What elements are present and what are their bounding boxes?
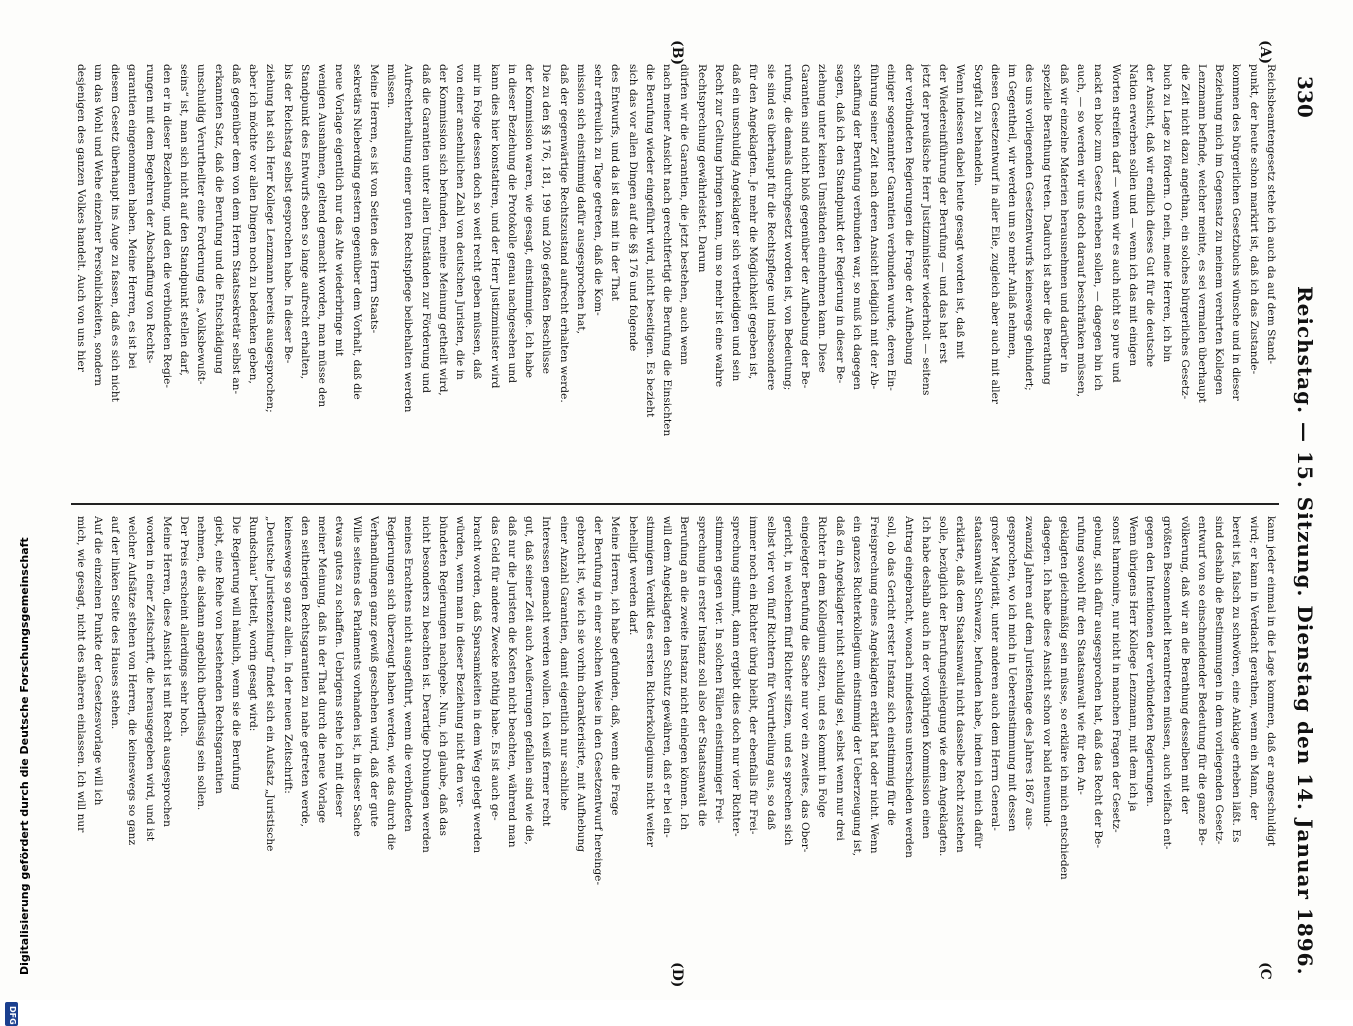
right-column <box>71 516 1279 954</box>
text-line: sekretärs Nieberding gestern gegenüber dem Vorhalt, daß die <box>350 64 363 400</box>
text-line: von einer ansehnlichen Zahl von deutschen Juristen, die in <box>454 64 467 380</box>
text-line: nach meiner Ansicht nach gerechtfertigt die Berufung die Einsichten <box>661 64 674 437</box>
text-line: Standpunkt des Entwurfs eben so lange aufrecht erhalten, <box>299 64 311 380</box>
text-line: selbst vier von fünf Richtern für Verurtheilung aus, so daß <box>764 516 777 830</box>
text-line: kann jeder einmal in die Lage kommen, daß er angeschuldigt <box>1265 516 1277 847</box>
digitization-credit <box>4 40 31 1025</box>
text-line: „Deutsche Juristenzeitung“ findet sich ein Aufsatz „Juristische <box>264 516 277 852</box>
text-line: den er in dieser Beziehung, und den die verbündeten Regie- <box>161 64 173 388</box>
text-line: die Berufung wieder eingeführt wird, nicht beseitigen. Es bezieht <box>644 64 656 418</box>
text-line: entwurf von so einschneidender Bedeutung für die ganze Be- <box>1196 516 1208 846</box>
text-line: der Berufung in einer solchen Weise in den Gesetzentwurf hereinge- <box>592 516 605 886</box>
text-line: Antrag eingebracht, wonach mindestens unterschieden werden <box>902 516 915 858</box>
text-line: die Zeit nicht dazu angethan, ein solches bürgerliches Gesetz- <box>1178 64 1191 400</box>
text-line: ziehung hat sich Herr Kollege Lenzmann bereits ausgesprochen; <box>264 64 277 413</box>
text-line: seins“ ist, man sich nicht auf den Standpunkt stellen darf, <box>178 64 191 376</box>
text-line: spezielle Berathung treten. Dadurch ist aber die Berathung <box>1040 64 1053 385</box>
text-line: ziehung unter keinen Umständen einnehmen kann. Diese <box>816 64 829 373</box>
text-line: sprechung stimmt, dann ergiebt dies doch nur vier Richter- <box>730 516 743 837</box>
text-line: Der Preis erscheint allerdings sehr hoch. <box>178 516 191 737</box>
text-line: Worten streifen darf — wenn wir es auch nicht so pure und <box>1109 64 1122 383</box>
text-line: daß ein Angeklagter nicht schuldig sei, selbst wenn nur drei <box>833 516 846 841</box>
text-line: zwanzig Jahren auf dem Juristentage des Jahres 1867 aus- <box>1023 516 1036 830</box>
text-line: kann dies hier konstatiren, und der Herr Justizminister wird <box>488 64 501 389</box>
text-line: nackt en bloc zum Gesetz erheben sollen, — dagegen bin ich <box>1092 64 1105 391</box>
text-line: worden in einer Zeitschrift, die herausgegeben wird, und ist <box>143 516 156 842</box>
text-line: staatsanwalt Schwarze, befunden habe, indem ich mich dafür <box>971 516 984 849</box>
text-line: sagen, daß ich den Standpunkt der Regierung in dieser Be- <box>833 64 846 384</box>
text-line: der Kommission waren, wie gesagt, einstimmige. Ich habe <box>523 64 536 379</box>
text-line: soll, ob das Gericht erster Instanz sich einstimmig für die <box>885 516 898 826</box>
text-line: behelligt werden darf. <box>626 516 639 636</box>
text-line: auf der linken Seite des Hauses stehen. <box>109 516 122 730</box>
text-line: Regierungen sich überzeugt haben werden, wie das durch die <box>385 516 398 851</box>
text-line: Wenn übrigens Herr Kollege Lenzmann, mit dem ich ja <box>1127 516 1139 812</box>
text-line: Wille seitens des Parlaments vorhanden ist, in dieser Sache <box>350 516 363 837</box>
text-line: diesen Gesetzentwurf in aller Eile, zugleich aber auch mit aller <box>989 64 1001 404</box>
text-line: punkt, der heute schon markirt ist, daß ich das Zustande- <box>1247 64 1260 375</box>
text-line: will dem Angeklagten den Schutz gewähren, daß er bei ein- <box>661 516 674 838</box>
text-line: unschuldig Verurtheilter eine Forderung des „Volksbewußt- <box>195 64 208 385</box>
text-line: mir in Folge dessen doch so weit recht geben müssen, daß <box>471 64 484 380</box>
text-line: jetzt der preußische Herr Justizminister wiederholt — seitens <box>920 64 932 396</box>
text-line: daß ein unschuldig Angeklagter sich vertheidigen und sein <box>730 64 743 382</box>
margin-marker-a: (A) <box>1257 40 1273 65</box>
text-line: eingelegter Berufung die Sache nur vor ein zweites, das Ober- <box>799 516 812 853</box>
text-line: Interessen gemacht werden wollen. Ich weiß ferner recht <box>540 516 553 827</box>
text-line: immer noch ein Richter übrig bleibt, der ebenfalls für Frei- <box>747 516 760 835</box>
text-line: Verhandlungen ganz gewiß geschehen wird, daß der gute <box>368 516 380 827</box>
text-line: der Wiedereinführung der Berufung — und das hat erst <box>937 64 950 364</box>
text-line: bracht worden, daß Sparsamkeiten in dem Weg gelegt werden <box>471 516 484 854</box>
column-divider <box>71 503 1279 505</box>
text-line: wenigen Ausnahmen, geltend gemacht worden, man müsse den <box>316 64 329 408</box>
text-line: der verbündeten Regierungen die Frage der Aufhebung <box>902 64 915 365</box>
text-line: meiner Meinung, daß in der That durch die neue Vorlage <box>316 516 329 824</box>
margin-marker-c: (C <box>1257 962 1273 980</box>
text-line: Meine Herren, ich habe gefunden, daß, wenn die Frage <box>609 516 622 816</box>
text-line: Meine Herren, es ist von Seiten des Herrn Staats- <box>368 64 380 334</box>
page-number: 330 <box>1293 76 1317 118</box>
text-line: geklagten gleichmäßig sein müsse, so erkläre ich mich entschieden <box>1058 516 1070 880</box>
running-title: Reichstag. — 15. Sitzung. Dienstag den 14. Januar 1896. <box>1293 286 1317 976</box>
text-line: Garantien sind nicht bloß gegenüber der Aufhebung der Be- <box>799 64 812 389</box>
page-header <box>1287 36 1317 976</box>
text-line: kommen des bürgerlichen Gesetzbuchs wünsche und in dieser <box>1230 64 1243 401</box>
text-line: nicht besonders zu beachten ist. Derartige Drohungen werden <box>419 516 432 853</box>
credit-text: Digitalisierung gefördert durch die Deutsche Forschungsgemeinschaft <box>18 537 31 975</box>
dfg-logo-text: DFG <box>8 1006 17 1025</box>
text-line: daß der gegenwärtige Rechtszustand aufrecht erhalten werde. <box>557 64 570 403</box>
text-line: ein ganzes Richterkollegium einstimmig der Ueberzeugung ist, <box>851 516 863 857</box>
text-line: um das Wohl und Wehe einzelner Persönlichkeiten, sondern <box>92 64 104 386</box>
text-line: welcher Aufsätze stehen von Herren, die keineswegs so ganz <box>126 516 139 846</box>
text-line: neue Vorlage eigentlich nur das Alte wiederbringe mit <box>333 64 346 357</box>
text-line: bereit ist, falsch zu schwören, eine Anklage erheben läßt. Es <box>1230 516 1243 843</box>
text-line: des Entwurfs, und da ist das mit in der That <box>609 64 622 301</box>
text-line: dürfen wir die Garantien, die jetzt bestehen, auch wenn <box>678 64 691 365</box>
text-line: Lenzmann befinde, welcher meinte, es sei vermalen überhaupt <box>1196 64 1208 403</box>
text-line: rufung, die damals durchgesetzt worden ist, von Bedeutung; <box>782 64 794 391</box>
text-line: das Geld für andere Zwecke nöthig habe. Es ist auch ge- <box>488 516 501 821</box>
text-line: meines Erachtens nicht ausgeführt, wenn die verbündeten <box>402 516 415 832</box>
text-line: würden, wenn man in dieser Beziehung nicht den ver- <box>454 516 467 808</box>
text-line: großer Majorität, unter anderen auch dem Herrn General- <box>989 516 1001 831</box>
text-line: buch zu Lage zu fördern. O nein, meine Herren, ich bin <box>1161 64 1174 363</box>
text-line: Berufung an die zweite Instanz nicht einlegen können. Ich <box>678 516 691 831</box>
text-line: Freisprechung eines Angeklagten erklärt hat oder nicht. Wenn <box>868 516 881 854</box>
text-line: Recht zur Geltung bringen kann, um so mehr ist eine wahre <box>713 64 725 388</box>
text-line: wird; er kann in Verdacht gerathen, wenn ein Mann, der <box>1247 516 1260 820</box>
margin-marker-b: (B) <box>669 40 685 66</box>
text-line: für den Angeklagten. Je mehr die Möglichkeit gegeben ist, <box>747 64 760 380</box>
text-line: gebung, sich dafür ausgesprochen hat, daß das Recht der Be- <box>1092 516 1105 849</box>
text-line: stimmigem Verdikt des ersten Richterkollegiums nicht weiter <box>644 516 656 847</box>
text-line: Beziehung mich im Gegensatz zu meinem verehrten Kollegen <box>1213 64 1226 395</box>
text-line: erklärte, daß dem Staatsanwalt nicht dasselbe Recht zustehen <box>954 516 967 853</box>
text-line: Auf die einzelnen Punkte der Gesetzesvorlage will ich <box>92 516 104 806</box>
text-line: sich das vor allen Dingen auf die §§ 176 und folgende <box>626 64 639 352</box>
text-line: Ich habe deshalb auch in der vorjährigen Kommission einen <box>920 516 932 839</box>
text-line: der Kommission sich befunden, meine Meinung getheilt wird, <box>437 64 449 396</box>
text-line: den seitherigen Rechtsgarantien zu nahe getreten werde, <box>299 516 311 828</box>
text-line: solle, bezüglich der Berufungseinlegung wie dem Angeklagten. <box>937 516 950 857</box>
text-line: größten Besonnenheit herantreten müssen, auch vielfach ent- <box>1161 516 1174 850</box>
text-line: desjenigen des ganzen Volkes handelt. Auch von uns hier <box>74 64 87 372</box>
text-line: bis der Reichstag selbst gesprochen habe. In dieser Be- <box>281 64 294 364</box>
text-line: sehr erfreulich zu Tage getreten, daß die Kom- <box>592 64 605 316</box>
text-line: Sorgfalt zu behandeln. <box>971 64 984 187</box>
text-line: daß nur die Juristen die Kosten nicht beachten, während man <box>506 516 518 848</box>
text-line: sonst harmonire, nur nicht in manchen Fragen der Gesetz- <box>1109 516 1122 833</box>
text-line: daß die Garantien unter allen Umständen zur Förderung und <box>419 64 432 394</box>
text-line: Die zu den §§ 176, 181, 199 und 206 gefaßten Beschlüsse <box>540 64 553 375</box>
text-line: bündeten Regierungen nachgebe. Nun, ich glaube, daß das <box>437 516 449 836</box>
text-line: Richter in dem Kollegium sitzen, und es kommt in Folge <box>816 516 829 818</box>
text-line: des uns vorliegenden Gesetzentwurfs keineswegs gehindert; <box>1023 64 1036 391</box>
text-line: Wenn indessen dabei heute gesagt worden ist, daß mit <box>954 64 967 359</box>
text-line: aber ich möchte vor allen Dingen noch zu bedenken geben, <box>247 64 260 384</box>
text-line: rufung sowohl für den Staatsanwalt wie für den An- <box>1075 516 1088 795</box>
text-line: gegen den Intentionen der verbündeten Regierungen. <box>1144 516 1157 807</box>
text-line: stimmen gegen vier. In solchen Fällen einstimmiger Frei- <box>713 516 725 824</box>
text-line: Die Regierung will nämlich, wenn sie die Berufung <box>230 516 242 791</box>
text-line: völkerung, daß wir an die Berathung desselben mit der <box>1178 516 1191 814</box>
text-line: Nation erwerben sollen und — wenn ich das mit einigen <box>1127 64 1139 367</box>
text-line: Reichsbeamtengesetz stehe ich auch da auf dem Stand- <box>1265 64 1277 365</box>
text-line: gut, daß seiner Zeit auch Aeußerungen gefallen sind wie die, <box>523 516 536 845</box>
text-line: gebracht ist, wie ich sie vorhin charakterisirte, mit Aufhebung <box>575 516 587 853</box>
text-line: mission sich einstimmig dafür ausgesprochen hat, <box>575 64 587 334</box>
text-line: Meine Herren, diese Ansicht ist mit Recht ausgesprochen <box>161 516 173 827</box>
text-line: einer Anzahl Garantien, damit eigentlich nur sachliche <box>557 516 570 811</box>
text-line: einiger sogenannter Garantien verbunden wurde, deren Ein- <box>885 64 898 391</box>
text-line: müssen. <box>385 64 398 109</box>
left-column <box>71 64 1279 502</box>
text-line: garantien eingenommen haben. Meine Herren, es ist bei <box>126 64 139 369</box>
text-line: gericht, in welchem fünf Richter sitzen, und es sprechen sich <box>782 516 794 846</box>
text-line: der Ansicht, daß wir endlich dieses Gut für die deutsche <box>1144 64 1157 368</box>
text-line: erkannten Satz, daß die Berufung und die Entschädigung <box>212 64 225 374</box>
text-line: Rundschau“ betitelt, worin gesagt wird: <box>247 516 260 732</box>
text-line: in dieser Beziehung die Protokolle genau nachgesehen und <box>506 64 518 384</box>
text-line: etwas gutes zu schaffen. Uebrigens stehe ich mit dieser <box>333 516 346 817</box>
text-line: im Gegentheil, wir werden um so mehr Anlaß nehmen, <box>1006 64 1019 359</box>
text-line: sprechung in erster Instanz soll also der Staatsanwalt die <box>695 516 708 827</box>
text-line: Rechtsprechung gewährleistet. Darum <box>695 64 708 273</box>
text-line: sind deshalb die Bestimmungen in dem vorliegenden Gesetz- <box>1213 516 1226 845</box>
text-line: nehmen, die alsdann angeblich überflüssig sein sollen. <box>195 516 208 811</box>
text-line: führung seiner Zeit nach deren Ansicht lediglich mit der Ab- <box>868 64 881 390</box>
text-line: giebt, eine Reihe von bestehenden Rechtsgarantien <box>212 516 225 794</box>
text-line: Aufrechterhaltung einer guten Rechtspflege beibehalten werden <box>402 64 415 413</box>
text-line: dagegen. Ich habe diese Ansicht schon vor bald neunund- <box>1040 516 1053 827</box>
text-line: gesprochen, wo ich mich in Uebereinstimmung mit dessen <box>1006 516 1019 832</box>
margin-marker-d: (D) <box>669 962 685 988</box>
text-line: rungen mit dem Begehren der Abschaffung von Rechts- <box>143 64 156 364</box>
text-line: mich, wie gesagt, nicht des näheren einlassen. Ich will nur <box>74 516 87 833</box>
text-line: sie sind es überhaupt für die Rechtspflege und insbesondere <box>764 64 777 391</box>
text-line: daß wir einzelne Materien herausnehmen und darüber in <box>1058 64 1070 373</box>
text-line: diesem Gesetz überhaupt ins Auge zu fassen, daß es sich nicht <box>109 64 122 402</box>
text-line: schaffung der Berufung verbunden war, so muß ich dagegen <box>851 64 863 391</box>
text-line: daß gegenüber dem von dem Herrn Staatssekretär selbst an- <box>230 64 242 395</box>
text-line: keineswegs so ganz allein. In der neuen Zeitschrift: <box>281 516 294 794</box>
text-line: auch, — so werden wir uns doch darauf beschränken müssen, <box>1075 64 1088 398</box>
dfg-logo <box>5 1002 18 1026</box>
